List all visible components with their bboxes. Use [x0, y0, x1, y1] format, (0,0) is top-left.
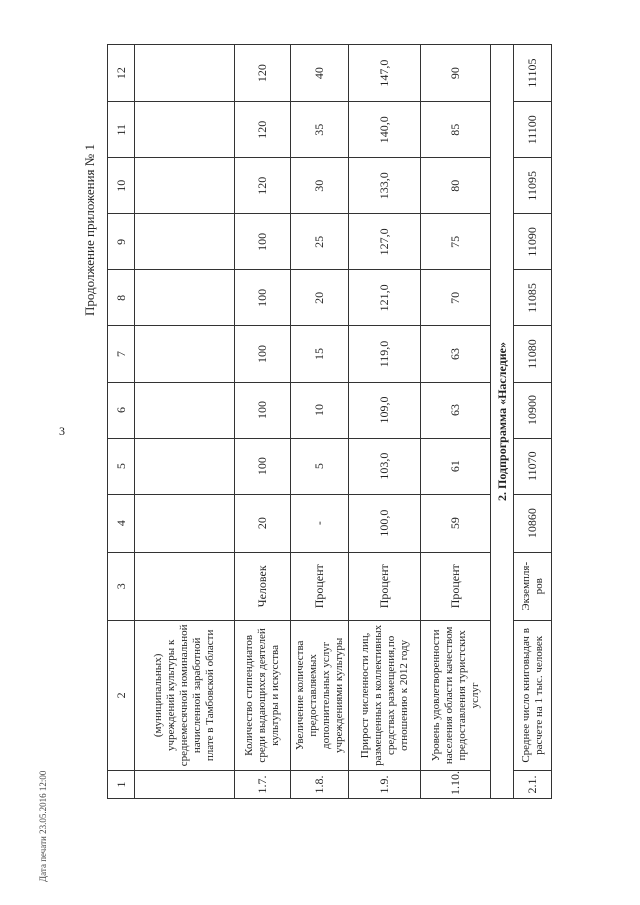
col-header: 1	[108, 770, 135, 798]
col-header: 6	[108, 382, 135, 438]
cell-value: 100	[235, 438, 291, 494]
subprogram-row	[491, 45, 514, 799]
cell-value: 11080	[514, 326, 552, 382]
col-header: 10	[108, 158, 135, 214]
cell-value: 127,0	[349, 214, 421, 270]
row-num	[135, 770, 235, 798]
col-header: 12	[108, 45, 135, 102]
row-num: 1.7.	[235, 770, 291, 798]
header-note: Продолжение приложения № 1	[82, 144, 97, 316]
cell-value: 59	[421, 494, 491, 552]
row-unit: Человек	[235, 552, 291, 620]
cell-value: 40	[291, 45, 349, 102]
row-unit: Процент	[421, 552, 491, 620]
table-row	[135, 45, 235, 799]
cell-value: 63	[421, 326, 491, 382]
cell-value: 109,0	[349, 382, 421, 438]
cell-value: 11105	[514, 45, 552, 102]
row-unit: Процент	[349, 552, 421, 620]
row-name: Уровень удовлетворенности населения области качеством предоставления туристских услуг	[421, 620, 491, 770]
col-header: 2	[108, 620, 135, 770]
cell-value: 100	[235, 270, 291, 326]
cell-value: 100	[235, 326, 291, 382]
cell-value: 63	[421, 382, 491, 438]
col-header: 9	[108, 214, 135, 270]
cell-value: 90	[421, 45, 491, 102]
cell-value: 120	[235, 158, 291, 214]
col-header: 7	[108, 326, 135, 382]
cell-value: 10860	[514, 494, 552, 552]
cell-value: 100,0	[349, 494, 421, 552]
cell-value: 11100	[514, 102, 552, 158]
col-header: 5	[108, 438, 135, 494]
cell-value: 25	[291, 214, 349, 270]
table-row	[421, 45, 491, 799]
subprogram-title: 2. Подпрограмма «Наследие»	[491, 45, 514, 799]
table-row	[514, 45, 552, 799]
row-num: 1.10.	[421, 770, 491, 798]
cell-value: 75	[421, 214, 491, 270]
cell-value: 121,0	[349, 270, 421, 326]
col-header: 4	[108, 494, 135, 552]
cell-value: 80	[421, 158, 491, 214]
cell-value: 100	[235, 382, 291, 438]
row-num: 2.1.	[514, 770, 552, 798]
cell-value: 11085	[514, 270, 552, 326]
cell-value: 100	[235, 214, 291, 270]
cell-value: 61	[421, 438, 491, 494]
page-number: 3	[59, 424, 65, 438]
table-header-row	[108, 45, 135, 799]
cell-value: 20	[235, 494, 291, 552]
cell-value: 70	[421, 270, 491, 326]
row-num: 1.8.	[291, 770, 349, 798]
cell-value: 10	[291, 382, 349, 438]
row-num: 1.9.	[349, 770, 421, 798]
cell-value: 120	[235, 102, 291, 158]
cell-value: 11070	[514, 438, 552, 494]
table-row	[349, 45, 421, 799]
col-header: 3	[108, 552, 135, 620]
table-row	[235, 45, 291, 799]
cell-value: 133,0	[349, 158, 421, 214]
indicator-table	[107, 44, 552, 799]
cell-value: 85	[421, 102, 491, 158]
table-row	[291, 45, 349, 799]
cell-value: 103,0	[349, 438, 421, 494]
indicator-table-rotated	[107, 44, 640, 799]
cell-value: 5	[291, 438, 349, 494]
row-name: Увеличение количества предоставляемых дополнительных услуг учреждениями культуры	[291, 620, 349, 770]
cell-value: 140,0	[349, 102, 421, 158]
cell-value: 20	[291, 270, 349, 326]
cell-value: 30	[291, 158, 349, 214]
cell-value: 11090	[514, 214, 552, 270]
cell-value: 120	[235, 45, 291, 102]
cell-value: 35	[291, 102, 349, 158]
cell-value: 11095	[514, 158, 552, 214]
cell-value: 15	[291, 326, 349, 382]
cell-value: 10900	[514, 382, 552, 438]
cell-value: 147,0	[349, 45, 421, 102]
cell-value: 119,0	[349, 326, 421, 382]
row-unit: Процент	[291, 552, 349, 620]
rotated-table-area	[107, 44, 640, 799]
row-name: (муниципальных) учреждений культуры к среднемесячной номинальной начисленной заработной плате в Тамбовской области	[135, 620, 235, 770]
row-unit	[135, 552, 235, 620]
row-name: Среднее число книговыдач в расчете на 1 тыс. человек	[514, 620, 552, 770]
row-name: Прирост численности лиц, размещенных в коллективных средствах размещения,по отношению к 2012 году	[349, 620, 421, 770]
row-name: Количество стипендиатов среди выдающихся деятелей культуры и искусства	[235, 620, 291, 770]
print-date: Дата печати 23.05.2016 12:00	[38, 770, 48, 882]
row-unit: Экземпля-ров	[514, 552, 552, 620]
cell-value: -	[291, 494, 349, 552]
col-header: 8	[108, 270, 135, 326]
col-header: 11	[108, 102, 135, 158]
